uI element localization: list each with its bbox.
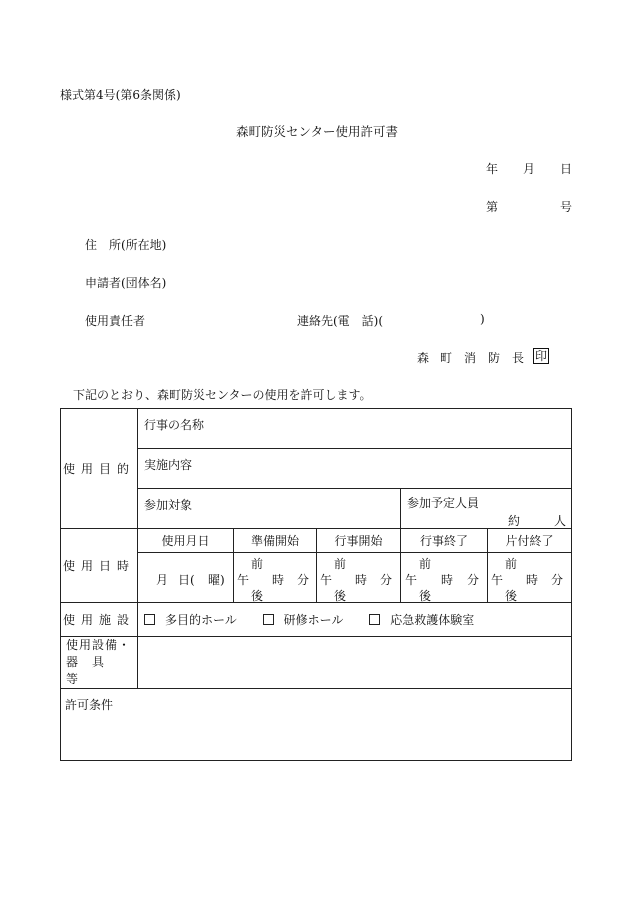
permit-table — [60, 408, 572, 761]
issuer-char-3: 消 — [464, 351, 477, 365]
col-usage-date: 使用月日 — [138, 529, 234, 553]
conditions-label: 許可条件 — [65, 698, 114, 712]
facility-option-first-aid[interactable] — [369, 613, 474, 627]
event-name-field[interactable] — [138, 409, 572, 449]
responsible-person-label: 使用責任者 — [85, 314, 146, 328]
address-label: 住 所(所在地) — [85, 238, 167, 252]
date-month-label: 月 — [523, 162, 536, 176]
equipment-field[interactable] — [138, 637, 572, 689]
hour-mark: 時 — [272, 572, 285, 587]
date-month: 月 — [156, 572, 169, 587]
approx-label: 約 — [508, 514, 521, 528]
facility-checkbox[interactable] — [369, 614, 380, 625]
facility-name: 応急救護体験室 — [390, 613, 475, 627]
applicant-label: 申請者(団体名) — [85, 276, 167, 290]
noon-mark: 午 — [320, 572, 333, 587]
minute-mark: 分 — [551, 572, 564, 587]
facility-checkbox[interactable] — [144, 614, 155, 625]
facility-option-training[interactable] — [263, 613, 344, 627]
purpose-label: 使用目的 — [61, 409, 138, 529]
intro-text: 下記のとおり、森町防災センターの使用を許可します。 — [73, 388, 372, 402]
facility-option-hall[interactable] — [144, 613, 237, 627]
equipment-label-line-1: 使用設備・ — [66, 638, 132, 652]
details-field[interactable] — [138, 449, 572, 489]
am-mark: 前 — [419, 556, 432, 571]
document-title: 森町防災センター使用許可書 — [236, 124, 399, 139]
seal-mark: 印 — [535, 349, 548, 363]
pm-mark: 後 — [334, 588, 347, 603]
form-number: 様式第4号(第6条関係) — [60, 88, 181, 102]
am-mark: 前 — [251, 556, 264, 571]
people-unit: 人 — [554, 514, 567, 528]
contact-label: 連絡先(電 話)( — [297, 314, 384, 328]
col-cleanup-end: 片付終了 — [488, 529, 572, 553]
pm-mark: 後 — [251, 588, 264, 603]
equipment-label — [61, 637, 138, 689]
noon-mark: 午 — [405, 572, 418, 587]
date-weekday: 曜) — [208, 572, 225, 587]
pm-mark: 後 — [419, 588, 432, 603]
details-label: 実施内容 — [144, 458, 193, 472]
am-mark: 前 — [334, 556, 347, 571]
event-start-field[interactable] — [317, 553, 401, 603]
prep-start-field[interactable] — [234, 553, 317, 603]
date-year-label: 年 — [486, 162, 499, 176]
issuer-char-4: 防 — [488, 351, 501, 365]
date-day: 日( — [178, 572, 195, 587]
usage-date-field[interactable] — [138, 553, 234, 603]
permit-number-prefix: 第 — [486, 200, 499, 214]
equipment-label-line-2: 器具等 — [66, 655, 119, 686]
hour-mark: 時 — [355, 572, 368, 587]
event-end-field[interactable] — [401, 553, 488, 603]
facility-checkbox[interactable] — [263, 614, 274, 625]
date-day-label: 日 — [560, 162, 573, 176]
facility-name: 研修ホール — [283, 613, 344, 627]
pm-mark: 後 — [505, 588, 518, 603]
facility-options — [138, 603, 572, 637]
am-mark: 前 — [505, 556, 518, 571]
facility-name: 多目的ホール — [165, 613, 237, 627]
col-event-end: 行事終了 — [401, 529, 488, 553]
minute-mark: 分 — [467, 572, 480, 587]
hour-mark: 時 — [441, 572, 454, 587]
seal-mark-wrap — [533, 348, 549, 364]
target-field[interactable] — [138, 489, 401, 529]
minute-mark: 分 — [380, 572, 393, 587]
expected-label: 参加予定人員 — [407, 496, 480, 510]
issuer-char-2: 町 — [440, 351, 453, 365]
facility-label: 使用施設 — [61, 603, 138, 637]
noon-mark: 午 — [491, 572, 504, 587]
event-name-label: 行事の名称 — [144, 418, 205, 432]
minute-mark: 分 — [297, 572, 310, 587]
target-label: 参加対象 — [144, 498, 193, 512]
hour-mark: 時 — [526, 572, 539, 587]
noon-mark: 午 — [237, 572, 250, 587]
col-prep-start: 準備開始 — [234, 529, 317, 553]
cleanup-end-field[interactable] — [488, 553, 572, 603]
contact-close: ) — [480, 312, 485, 326]
col-event-start: 行事開始 — [317, 529, 401, 553]
conditions-field[interactable] — [61, 689, 572, 761]
issuer-char-5: 長 — [512, 351, 525, 365]
datetime-label: 使用日時 — [61, 529, 138, 603]
issuer-char-1: 森 — [417, 351, 430, 365]
permit-number-suffix: 号 — [560, 200, 573, 214]
expected-count-field[interactable] — [401, 489, 572, 529]
